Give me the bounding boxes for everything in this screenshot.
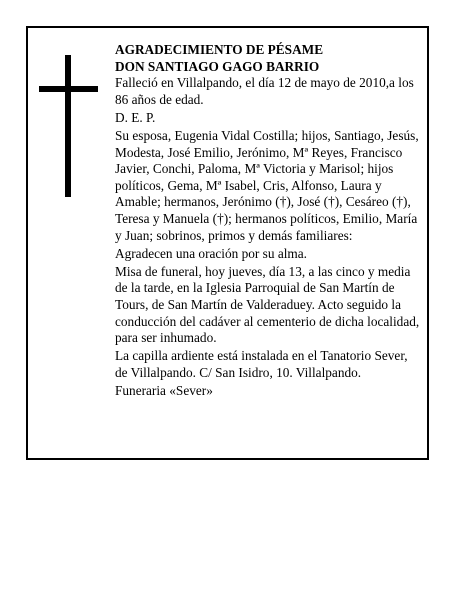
funeral-home: Funeraria «Sever» (115, 382, 213, 398)
notice-title: AGRADECIMIENTO DE PÉSAME (115, 42, 324, 57)
obituary-card (26, 26, 429, 460)
prayer-request: Agradecen una oración por su alma. (115, 245, 307, 261)
funeral-mass-info: Misa de funeral, hoy jueves, día 13, a las cinco y media de la tarde, en la Iglesia Parroquial de San Martín de Tours, de San Martín de Valderaduey. Acto seguido la conducción del cadáver al cementerio de dicha localidad, para ser inhumado. (115, 263, 420, 346)
rest-in-peace: D. E. P. (115, 109, 156, 125)
death-announcement: Falleció en Villalpando, el día 12 de mayo de 2010,a los 86 años de edad. (115, 75, 414, 107)
cross-horizontal-bar (39, 86, 98, 92)
deceased-name: DON SANTIAGO GAGO BARRIO (115, 58, 320, 74)
chapel-info: La capilla ardiente está instalada en el Tanatorio Sever, de Villalpando. C/ San Isidro, 10. Villalpando. (115, 348, 408, 380)
notice-text (115, 42, 421, 401)
cross-vertical-bar (65, 55, 71, 197)
family-list: Su esposa, Eugenia Vidal Costilla; hijos, Santiago, Jesús, Modesta, José Emilio, Jerónimo, Mª Reyes, Francisco Javier, Conchi, Paloma, Mª Victoria y Marisol; hijos políticos, Gema, Mª Isabel, Cris, Alfonso, Laura y Amable; hermanos, Jerónimo (†), José (†), Cesáreo (†), Teresa y Manuela (†); hermanos políticos, Emilio, María y Juan; sobrinos, primos y demás familiares: (115, 127, 419, 243)
